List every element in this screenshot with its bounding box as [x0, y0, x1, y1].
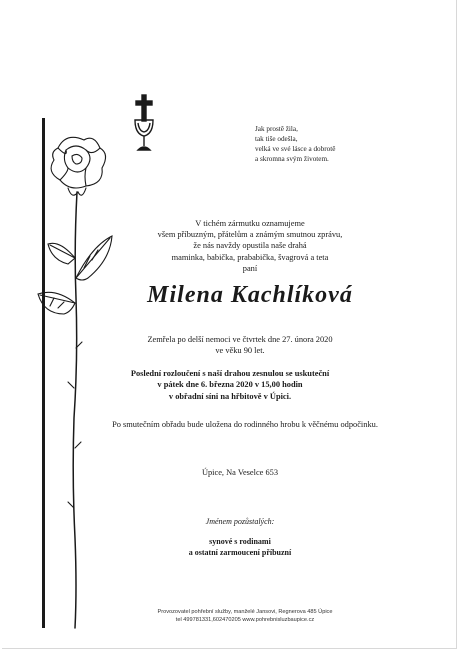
mourners-line: synové s rodinami [209, 537, 271, 546]
footer [120, 608, 370, 624]
funeral-info-line: v pátek dne 6. března 2020 v 15,00 hodin [157, 380, 303, 390]
announcement-line: V tichém zármutku oznamujeme [195, 219, 305, 228]
announcement [140, 218, 360, 274]
footer-line: Provozovatel pohřební služby, manželé Jansovi, Regnerova 485 Úpice [157, 609, 333, 615]
poem-line: velká ve své lásce a dobrotě [255, 145, 336, 153]
funeral-info-line: v obřadní síni na hřbitově v Úpici. [168, 391, 292, 401]
mourners-intro: Jménem pozůstalých: [205, 517, 275, 526]
address: Úpice, Na Veselce 653 [201, 468, 279, 477]
death-info-line: ve věku 90 let. [215, 346, 265, 355]
death-info-line: Zemřela po delší nemoci ve čtvrtek dne 27. února 2020 [147, 335, 333, 344]
announcement-line: že nás navždy opustila naše drahá [193, 241, 307, 251]
poem [255, 124, 335, 164]
poem-line: tak tiše odešla, [255, 135, 298, 143]
death-info [110, 334, 370, 356]
cross-with-chalice-icon [133, 94, 155, 154]
announcement-line: všem příbuzným, přátelům a známým smutnou zprávu, [157, 230, 343, 240]
footer-line: tel 499781331,602470205 www.pohrebnisluzbaupice.cz [175, 617, 315, 623]
funeral-info-line: Poslední rozloučení s naší drahou zesnulou se uskuteční [130, 369, 330, 378]
poem-line: Jak prostě žila, [255, 125, 298, 133]
urn-note: Po smutečním obřadu bude uložena do rodinného hrobu k věčnému odpočinku. [112, 420, 378, 429]
funeral-info [100, 368, 360, 402]
mourners-line: a ostatní zarmoucení příbuzní [188, 548, 292, 557]
deceased-name: Milena Kachlíková [147, 282, 353, 308]
mourners [150, 536, 330, 558]
poem-line: a skromna svým životem. [255, 155, 329, 163]
announcement-line: paní [242, 263, 258, 273]
announcement-line: maminka, babička, prababička, švagrová a teta [171, 252, 329, 262]
